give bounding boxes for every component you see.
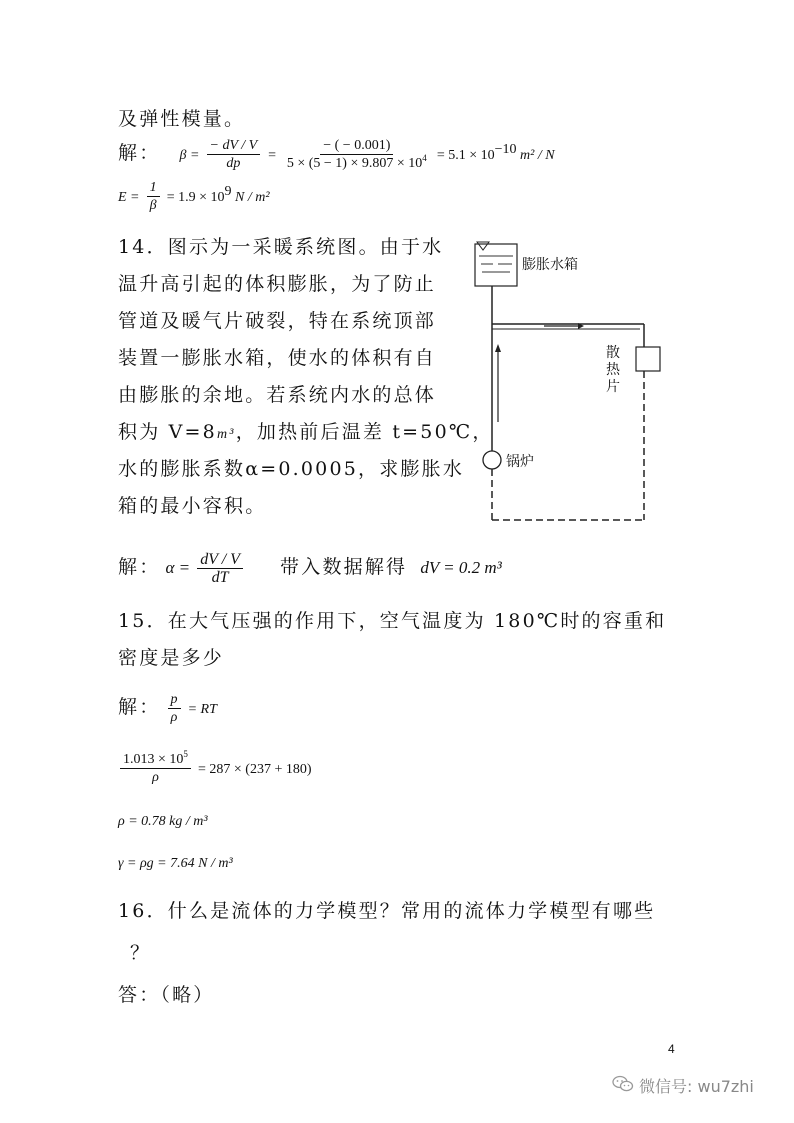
q15-line-2: 密度是多少 <box>118 647 225 669</box>
q14-line-7: 水的膨胀系数α=0.0005，求膨胀水 <box>118 458 465 480</box>
q16-line-1: 16．什么是流体的力学模型？常用的流体力学模型有哪些 <box>118 900 656 922</box>
radiator-label-2: 热 <box>606 362 620 378</box>
fraction: $\frac{- ( - 0.001)}{5 \times (5 - 1) \times 9.807 \times 10^4}$ <box>286 138 427 171</box>
q14-line-5: 由膨胀的余地。若系统内水的总体 <box>118 384 437 406</box>
solution-label: 解： <box>118 142 161 164</box>
watermark <box>612 1074 754 1097</box>
q15-eq-3: ρ = 0.78 kg / m³ <box>118 814 208 829</box>
intro-line: 及弹性模量。 <box>118 108 246 130</box>
q15-eq-2: $\frac{1.013 \times 10^5}{\rho}$ = 287 × (237 + 180) <box>118 752 312 785</box>
radiator-label-1: 散 <box>606 345 620 361</box>
diagram-svg <box>462 232 662 532</box>
heating-system-diagram <box>462 232 662 532</box>
tank-label: 膨胀水箱 <box>522 257 578 273</box>
q16-line-2: ？ <box>130 942 152 964</box>
q14-line-3: 管道及暖气片破裂，特在系统顶部 <box>118 310 437 332</box>
q14-line-6: 积为 V=8m³，加热前后温差 t=50℃， <box>118 421 494 443</box>
page-number: 4 <box>668 1042 675 1056</box>
answer-line: 答：（略） <box>118 984 215 1006</box>
fraction: $\frac{p}{\rho}$ <box>168 692 181 725</box>
q15-eq-4: γ = ρg = 7.64 N / m³ <box>118 856 233 871</box>
fraction: $\frac{- dV / V}{dp}$ <box>207 138 261 171</box>
radiator-label-3: 片 <box>606 379 620 395</box>
q15-line-1: 15．在大气压强的作用下，空气温度为 180℃时的容重和 <box>118 610 667 632</box>
fraction: $\frac{1}{\beta}$ <box>147 180 160 213</box>
q14-line-2: 温升高引起的体积膨胀，为了防止 <box>118 273 437 295</box>
q14-solution: 解： α = $\frac{dV / V}{dT}$ 带入数据解得 dV = 0.2 m³ <box>118 551 502 586</box>
q14-line-8: 箱的最小容积。 <box>118 495 267 517</box>
fraction: $\frac{dV / V}{dT}$ <box>197 552 243 585</box>
wechat-icon <box>612 1075 634 1097</box>
watermark-text: 微信号: wu7zhi <box>639 1077 754 1096</box>
boiler-label: 锅炉 <box>506 454 534 470</box>
q14-line-1: 14．图示为一采暖系统图。由于水 <box>118 236 444 258</box>
equation-E: E = $\frac{1}{\beta}$ = $1.9 \times 10^9$ N / m² <box>118 180 270 213</box>
equation-beta: 解： β = $\frac{- dV / V}{dp}$ = $\frac{- ( - 0.001)}{5 \times (5 - 1) \times 9.807 \times 10^4}$ = $5.1 \times 10^{-10}$ m² / N <box>118 138 555 171</box>
fraction: $\frac{1.013 \times 10^5}{\rho}$ <box>120 752 191 785</box>
q14-line-4: 装置一膨胀水箱，使水的体积有自 <box>118 347 437 369</box>
q15-eq-1: 解： $\frac{p}{\rho}$ = RT <box>118 692 217 725</box>
